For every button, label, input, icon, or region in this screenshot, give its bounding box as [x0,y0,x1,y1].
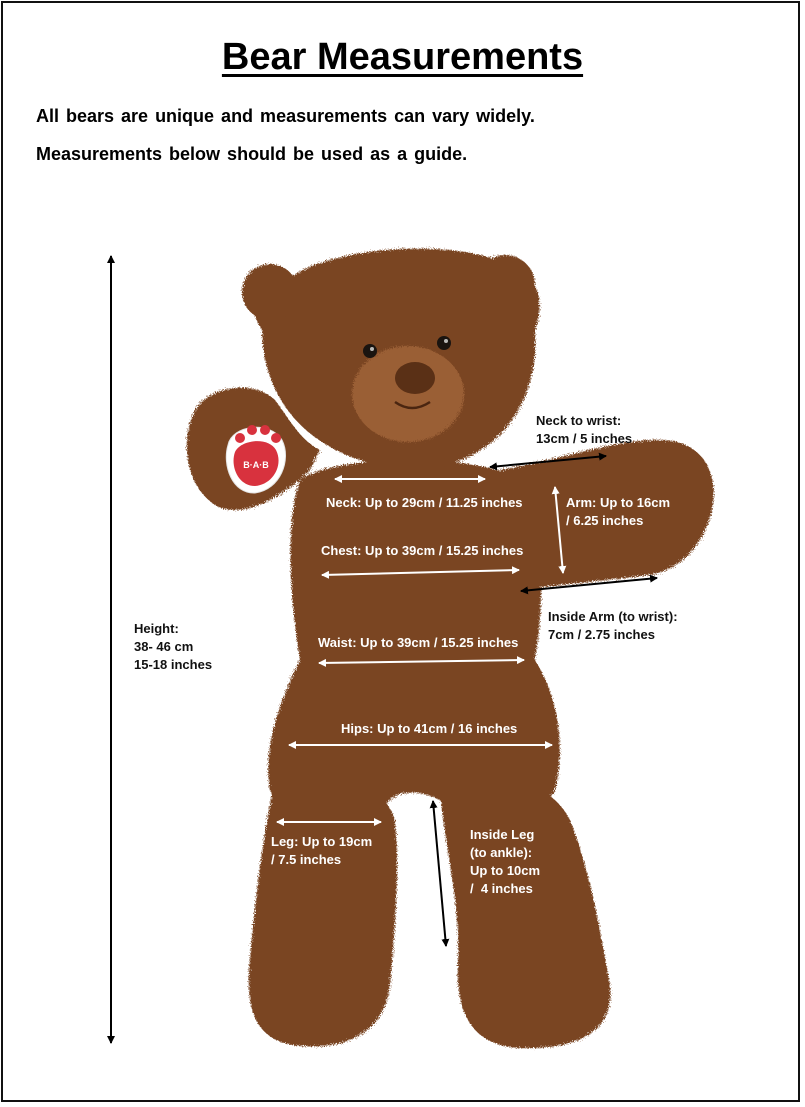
bear-right-eye [437,336,451,350]
bear-left-eye [363,344,377,358]
badge-text: B·A·B [243,460,269,470]
bear-nose [395,362,435,394]
waist-label: Waist: Up to 39cm / 15.25 inches [318,635,519,650]
intro-line-1: All bears are unique and measurements can vary widely. [36,106,535,126]
intro-line-2: Measurements below should be used as a guide. [36,144,468,164]
bear-right-ear [475,255,535,315]
chest-label: Chest: Up to 39cm / 15.25 inches [321,543,524,558]
hips-label: Hips: Up to 41cm / 16 inches [341,721,518,736]
inside-leg-label: Inside Leg (to ankle): Up to 10cm / 4 inches [470,827,541,896]
inside-arm-label: Inside Arm (to wrist): 7cm / 2.75 inches [548,609,678,642]
bear-left-ear [242,264,298,320]
arm-label: Arm: Up to 16cm / 6.25 inches [566,495,671,528]
neck-to-wrist-label: Neck to wrist: 13cm / 5 inches [536,413,633,446]
page-title: Bear Measurements [221,36,584,78]
leg-label: Leg: Up to 19cm / 7.5 inches [271,834,373,867]
neck-label: Neck: Up to 29cm / 11.25 inches [326,495,523,510]
bear-muzzle [352,346,464,442]
height-label: Height: 38- 46 cm 15-18 inches [134,621,213,672]
